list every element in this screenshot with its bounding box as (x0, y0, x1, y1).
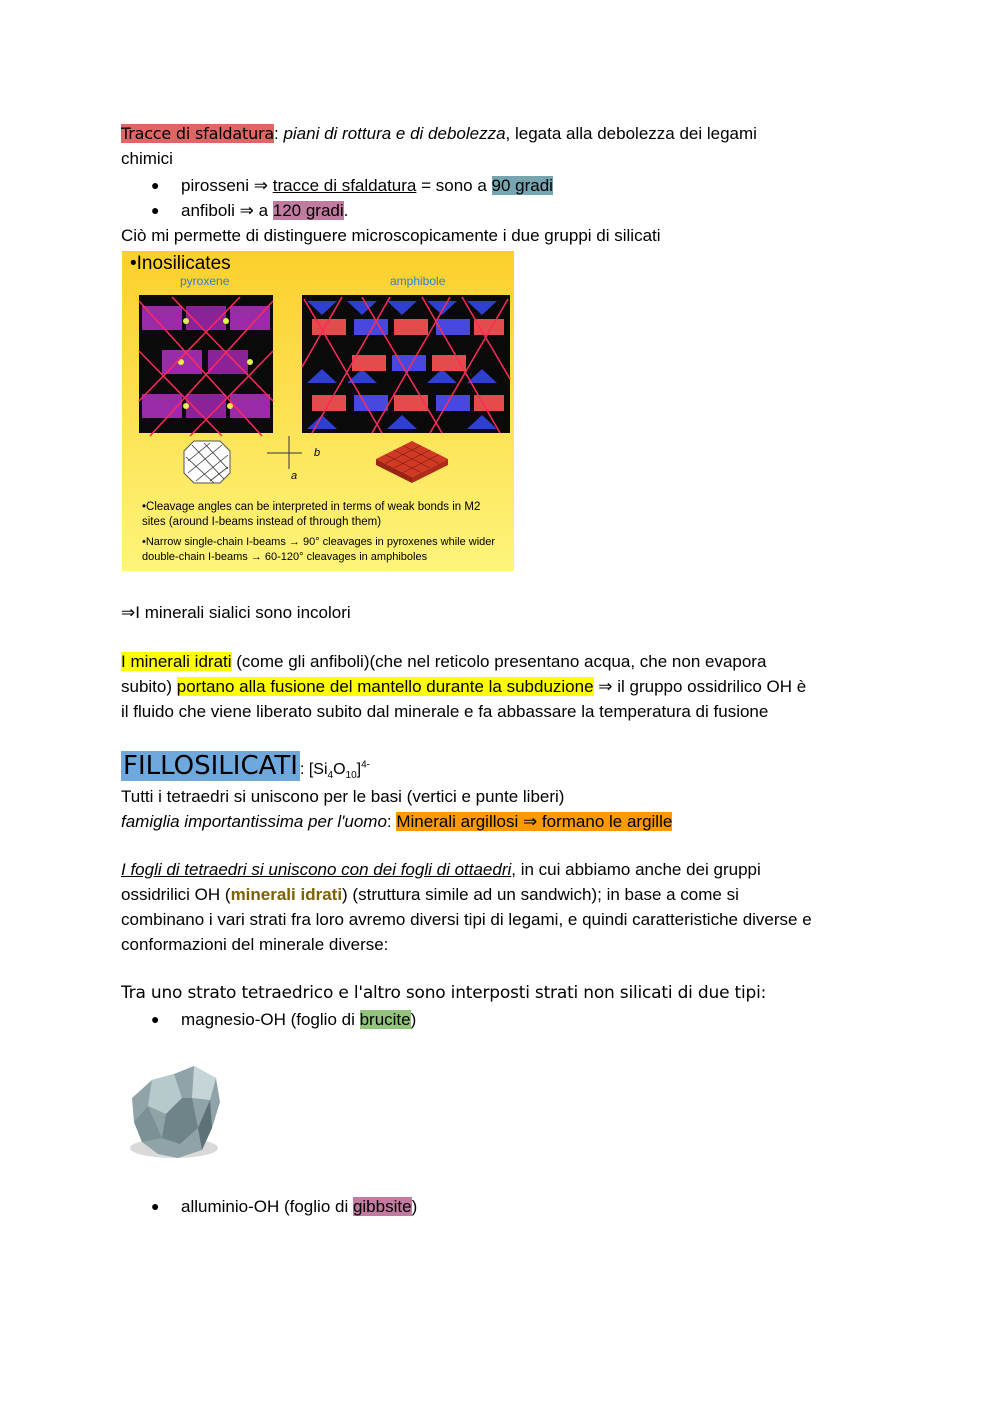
note-line: sites (around I-beams instead of through them) (142, 516, 382, 528)
definition-italic: piani di rottura e di debolezza (283, 124, 506, 143)
bold-text: minerali idrati (230, 885, 343, 904)
pyroxene-crystal (184, 441, 230, 483)
formula-sub: 10 (345, 770, 357, 782)
paragraph-tetrahedra (121, 784, 880, 834)
highlight-hydrated: I minerali idrati (121, 652, 232, 671)
formula-sub: 4 (327, 770, 334, 782)
text: combinano i vari strati fra loro avremo diversi tipi di legami, e quindi caratteristiche diverse e (121, 910, 812, 929)
figure-title: •Inosilicates (130, 253, 231, 274)
colon: : (274, 124, 284, 143)
text: . (343, 201, 349, 220)
paragraph-distinguish: Ciò mi permette di distinguere microscopicamente i due gruppi di silicati (121, 226, 661, 245)
text: , legata alla debolezza dei legami (505, 124, 757, 143)
highlight-gibbsite: gibbsite (352, 1197, 412, 1216)
formula-part: ] (356, 761, 362, 779)
note-line: double-chain I-beams → 60-120° cleavages in amphiboles (142, 551, 428, 563)
text: ⇒ il gruppo ossidrilico OH è (593, 677, 807, 696)
formula-part: O (333, 761, 346, 779)
figure-note-1 (142, 500, 480, 530)
bullet-icon: ● (151, 202, 160, 218)
bullet-icon: ● (151, 177, 160, 193)
text: chimici (121, 149, 173, 168)
highlight-120: 120 gradi (272, 201, 344, 220)
text: = sono a (416, 176, 492, 195)
note-line: •Narrow single-chain I-beams → 90° cleavages in pyroxenes while wider (142, 536, 496, 548)
text: , in cui abbiamo anche dei gruppi (511, 860, 761, 879)
pyroxene-structure (139, 295, 273, 436)
text: Tutti i tetraedri si uniscono per le basi (vertici e punte liberi) (121, 787, 565, 806)
inosilicates-figure (122, 251, 514, 571)
paragraph-layers: Tra uno strato tetraedrico e l'altro sono interposti strati non silicati di due tipi: (121, 983, 767, 1003)
paragraph-sialic: ⇒I minerali sialici sono incolori (121, 603, 351, 622)
paragraph-hydrated (121, 649, 880, 724)
amphibole-label: amphibole (390, 274, 446, 288)
text: magnesio-OH (foglio di (181, 1010, 360, 1029)
mineral-image (122, 1058, 224, 1164)
text: ) (411, 1197, 418, 1216)
brucite-photo (122, 1058, 224, 1164)
underlined-italic-text: I fogli di tetraedri si uniscono con dei fogli di ottaedri (121, 860, 512, 879)
axis-b-label: b (314, 447, 321, 459)
text: conformazioni del minerale diverse: (121, 935, 389, 954)
highlight-fusion: portano alla fusione del mantello durante la subduzione (176, 677, 594, 696)
note-line: •Cleavage angles can be interpreted in terms of weak bonds in M2 (142, 501, 481, 513)
text: (come gli anfiboli)(che nel reticolo presentano acqua, che non evapora (231, 652, 767, 671)
text: pirosseni ⇒ (181, 176, 273, 195)
pyroxene-label: pyroxene (180, 274, 230, 288)
text: alluminio-OH (foglio di (181, 1197, 353, 1216)
term-highlight: Tracce di sfaldatura (121, 124, 274, 143)
highlight-clay: Minerali argillosi ⇒ formano le argille (396, 812, 673, 831)
heading-formula (299, 760, 370, 782)
text: ) (410, 1010, 417, 1029)
formula-sup: 4- (361, 760, 370, 771)
text: ) (struttura simile ad un sandwich); in base a come si (342, 885, 739, 904)
figure-note-2 (142, 535, 495, 565)
list-item-text (181, 173, 553, 198)
amphibole-structure (302, 295, 510, 433)
list-item-text (181, 198, 348, 223)
colon: : (386, 812, 397, 831)
text: subito) (121, 677, 177, 696)
list-item-text (181, 1194, 417, 1219)
list-item-text (181, 1007, 416, 1032)
highlight-brucite: brucite (359, 1010, 411, 1029)
paragraph-sheets (121, 857, 880, 957)
formula-part: : [Si (299, 761, 328, 779)
underlined-text: tracce di sfaldatura (272, 176, 417, 195)
text: ossidrilici OH ( (121, 885, 231, 904)
highlight-90: 90 gradi (491, 176, 553, 195)
bullet-icon: ● (151, 1198, 160, 1214)
text: anfiboli ⇒ a (181, 201, 273, 220)
axis-a-label: a (291, 470, 298, 482)
italic-text: famiglia importantissima per l'uomo (121, 812, 387, 831)
paragraph-cleavage (121, 121, 880, 171)
heading-title: FILLOSILICATI (123, 751, 298, 782)
bullet-icon: ● (151, 1011, 160, 1027)
text: il fluido che viene liberato subito dal minerale e fa abbassare la temperatura di fusione (121, 702, 769, 721)
